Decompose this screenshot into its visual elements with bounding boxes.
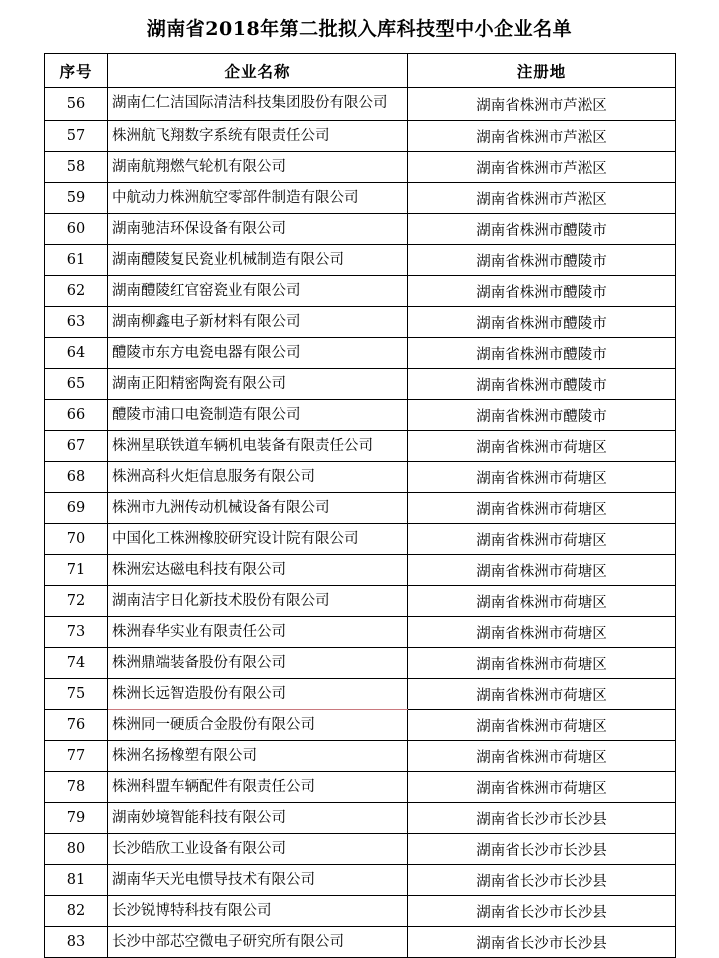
table-row (45, 183, 676, 214)
cell-index: 80 (45, 834, 108, 865)
cell-index: 81 (45, 865, 108, 896)
cell-registration-location: 湖南省株洲市荷塘区 (408, 648, 676, 679)
table-row (45, 772, 676, 803)
cell-enterprise-name: 醴陵市浦口电瓷制造有限公司 (108, 400, 408, 431)
cell-index: 68 (45, 462, 108, 493)
table-row (45, 121, 676, 152)
cell-registration-location: 湖南省株洲市荷塘区 (408, 555, 676, 586)
cell-enterprise-name: 湖南华天光电惯导技术有限公司 (108, 865, 408, 896)
cell-index: 72 (45, 586, 108, 617)
table-row (45, 369, 676, 400)
cell-index: 74 (45, 648, 108, 679)
cell-index: 66 (45, 400, 108, 431)
cell-enterprise-name: 湖南正阳精密陶瓷有限公司 (108, 369, 408, 400)
cell-registration-location: 湖南省株洲市荷塘区 (408, 679, 676, 710)
cell-enterprise-name: 湖南航翔燃气轮机有限公司 (108, 152, 408, 183)
cell-registration-location: 湖南省株洲市荷塘区 (408, 741, 676, 772)
table-header-row (45, 54, 676, 88)
cell-index: 57 (45, 121, 108, 152)
cell-registration-location: 湖南省株洲市芦淞区 (408, 88, 676, 121)
cell-index: 76 (45, 710, 108, 741)
page-title: 湖南省2018年第二批拟入库科技型中小企业名单 (146, 18, 573, 40)
cell-index: 61 (45, 245, 108, 276)
cell-index: 75 (45, 679, 108, 710)
cell-registration-location: 湖南省长沙市长沙县 (408, 896, 676, 927)
cell-registration-location: 湖南省株洲市醴陵市 (408, 338, 676, 369)
cell-registration-location: 湖南省株洲市荷塘区 (408, 462, 676, 493)
cell-enterprise-name: 株洲星联铁道车辆机电装备有限责任公司 (108, 431, 408, 462)
cell-enterprise-name: 湖南驰洁环保设备有限公司 (108, 214, 408, 245)
cell-enterprise-name: 株洲长远智造股份有限公司 (108, 679, 408, 710)
cell-index: 83 (45, 927, 108, 958)
cell-registration-location: 湖南省株洲市荷塘区 (408, 493, 676, 524)
table-row (45, 276, 676, 307)
cell-registration-location: 湖南省株洲市芦淞区 (408, 183, 676, 214)
table-row (45, 431, 676, 462)
cell-index: 78 (45, 772, 108, 803)
column-header-location: 注册地 (408, 54, 676, 88)
cell-index: 79 (45, 803, 108, 834)
table-row (45, 462, 676, 493)
table-body (45, 88, 676, 958)
cell-index: 67 (45, 431, 108, 462)
cell-enterprise-name: 株洲科盟车辆配件有限责任公司 (108, 772, 408, 803)
cell-enterprise-name: 长沙中部芯空微电子研究所有限公司 (108, 927, 408, 958)
table-row (45, 803, 676, 834)
table-row (45, 555, 676, 586)
cell-enterprise-name: 中航动力株洲航空零部件制造有限公司 (108, 183, 408, 214)
cell-registration-location: 湖南省长沙市长沙县 (408, 927, 676, 958)
cell-index: 69 (45, 493, 108, 524)
cell-registration-location: 湖南省长沙市长沙县 (408, 803, 676, 834)
cell-index: 63 (45, 307, 108, 338)
cell-enterprise-name: 湖南柳鑫电子新材料有限公司 (108, 307, 408, 338)
table-row (45, 741, 676, 772)
cell-index: 60 (45, 214, 108, 245)
cell-index: 70 (45, 524, 108, 555)
cell-registration-location: 湖南省株洲市荷塘区 (408, 772, 676, 803)
cell-registration-location: 湖南省株洲市醴陵市 (408, 369, 676, 400)
cell-registration-location: 湖南省株洲市醴陵市 (408, 214, 676, 245)
cell-index: 71 (45, 555, 108, 586)
cell-enterprise-name: 湖南洁宇日化新技术股份有限公司 (108, 586, 408, 617)
cell-enterprise-name: 株洲高科火炬信息服务有限公司 (108, 462, 408, 493)
table-row (45, 214, 676, 245)
cell-enterprise-name: 湖南仁仁洁国际清洁科技集团股份有限公司 (108, 88, 408, 121)
cell-registration-location: 湖南省株洲市荷塘区 (408, 617, 676, 648)
cell-registration-location: 湖南省株洲市醴陵市 (408, 400, 676, 431)
cell-index: 64 (45, 338, 108, 369)
cell-enterprise-name: 长沙皓欣工业设备有限公司 (108, 834, 408, 865)
cell-enterprise-name: 株洲春华实业有限责任公司 (108, 617, 408, 648)
cell-registration-location: 湖南省株洲市荷塘区 (408, 431, 676, 462)
cell-enterprise-name: 湖南妙境智能科技有限公司 (108, 803, 408, 834)
table-row (45, 88, 676, 121)
cell-enterprise-name: 株洲航飞翔数字系统有限责任公司 (108, 121, 408, 152)
cell-enterprise-name: 湖南醴陵红官窑瓷业有限公司 (108, 276, 408, 307)
table-row (45, 400, 676, 431)
table-row (45, 307, 676, 338)
table-row (45, 152, 676, 183)
cell-enterprise-name: 长沙锐博特科技有限公司 (108, 896, 408, 927)
table-row (45, 338, 676, 369)
cell-registration-location: 湖南省株洲市芦淞区 (408, 121, 676, 152)
table-row (45, 865, 676, 896)
cell-enterprise-name: 中国化工株洲橡胶研究设计院有限公司 (108, 524, 408, 555)
cell-enterprise-name: 株洲鼎端装备股份有限公司 (108, 648, 408, 679)
cell-enterprise-name: 醴陵市东方电瓷电器有限公司 (108, 338, 408, 369)
cell-index: 58 (45, 152, 108, 183)
enterprise-listing-table (44, 53, 676, 958)
table-row (45, 896, 676, 927)
column-header-name: 企业名称 (108, 54, 408, 88)
cell-index: 65 (45, 369, 108, 400)
table-row (45, 710, 676, 741)
cell-registration-location: 湖南省株洲市荷塘区 (408, 586, 676, 617)
cell-registration-location: 湖南省株洲市醴陵市 (408, 307, 676, 338)
cell-index: 77 (45, 741, 108, 772)
table-row (45, 617, 676, 648)
table-row (45, 648, 676, 679)
cell-registration-location: 湖南省长沙市长沙县 (408, 865, 676, 896)
cell-index: 59 (45, 183, 108, 214)
cell-registration-location: 湖南省株洲市醴陵市 (408, 245, 676, 276)
cell-index: 73 (45, 617, 108, 648)
cell-enterprise-name: 湖南醴陵复民瓷业机械制造有限公司 (108, 245, 408, 276)
table-row (45, 834, 676, 865)
cell-enterprise-name: 株洲名扬橡塑有限公司 (108, 741, 408, 772)
column-header-index: 序号 (45, 54, 108, 88)
table-header (45, 54, 676, 88)
cell-registration-location: 湖南省长沙市长沙县 (408, 834, 676, 865)
cell-enterprise-name: 株洲宏达磁电科技有限公司 (108, 555, 408, 586)
table-row (45, 245, 676, 276)
cell-enterprise-name: 株洲市九洲传动机械设备有限公司 (108, 493, 408, 524)
cell-enterprise-name: 株洲同一硬质合金股份有限公司 (108, 710, 408, 741)
table-row (45, 927, 676, 958)
cell-registration-location: 湖南省株洲市荷塘区 (408, 710, 676, 741)
cell-registration-location: 湖南省株洲市荷塘区 (408, 524, 676, 555)
cell-index: 56 (45, 88, 108, 121)
cell-index: 62 (45, 276, 108, 307)
table-row (45, 524, 676, 555)
table-row (45, 586, 676, 617)
cell-registration-location: 湖南省株洲市醴陵市 (408, 276, 676, 307)
table-row (45, 679, 676, 710)
cell-registration-location: 湖南省株洲市芦淞区 (408, 152, 676, 183)
table-row (45, 493, 676, 524)
cell-index: 82 (45, 896, 108, 927)
